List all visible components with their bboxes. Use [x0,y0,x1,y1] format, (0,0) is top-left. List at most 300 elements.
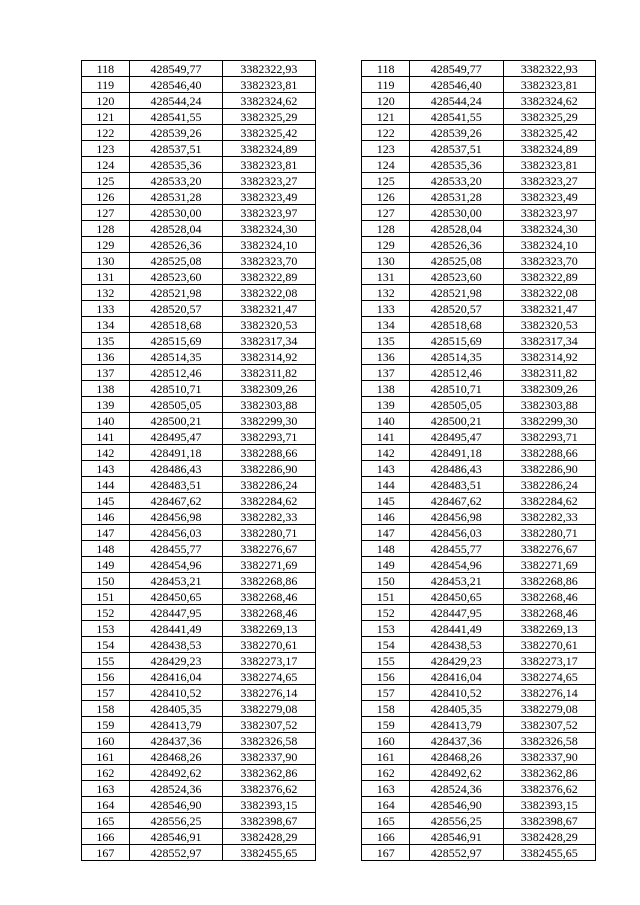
left-x-coordinate-cell: 428456,03 [129,525,222,541]
left-point-number-cell: 142 [82,445,130,461]
right-point-number-cell: 143 [362,461,410,477]
left-x-coordinate-cell: 428524,36 [129,781,222,797]
column-gap [315,381,362,397]
left-y-coordinate-cell: 3382323,27 [223,173,315,189]
right-point-number-cell: 164 [362,797,410,813]
column-gap [315,845,362,861]
right-x-coordinate-cell: 428546,90 [410,797,503,813]
right-point-number-cell: 121 [362,109,410,125]
left-x-coordinate-cell: 428533,20 [129,173,222,189]
right-point-number-cell: 124 [362,157,410,173]
right-point-number-cell: 118 [362,61,410,77]
table-row [82,77,596,93]
right-x-coordinate-cell: 428521,98 [410,285,503,301]
table-row [82,685,596,701]
right-point-number-cell: 129 [362,237,410,253]
table-row [82,61,596,77]
right-point-number-cell: 162 [362,765,410,781]
right-y-coordinate-cell: 3382323,70 [503,253,595,269]
left-x-coordinate-cell: 428546,40 [129,77,222,93]
left-x-coordinate-cell: 428531,28 [129,189,222,205]
right-point-number-cell: 145 [362,493,410,509]
left-point-number-cell: 162 [82,765,130,781]
right-x-coordinate-cell: 428552,97 [410,845,503,861]
right-x-coordinate-cell: 428515,69 [410,333,503,349]
right-y-coordinate-cell: 3382276,67 [503,541,595,557]
right-y-coordinate-cell: 3382282,33 [503,509,595,525]
left-point-number-cell: 158 [82,701,130,717]
left-x-coordinate-cell: 428546,90 [129,797,222,813]
right-point-number-cell: 127 [362,205,410,221]
left-y-coordinate-cell: 3382320,53 [223,317,315,333]
left-point-number-cell: 120 [82,93,130,109]
right-y-coordinate-cell: 3382320,53 [503,317,595,333]
column-gap [315,109,362,125]
table-row [82,221,596,237]
right-y-coordinate-cell: 3382324,10 [503,237,595,253]
left-point-number-cell: 128 [82,221,130,237]
right-x-coordinate-cell: 428544,24 [410,93,503,109]
right-point-number-cell: 120 [362,93,410,109]
left-x-coordinate-cell: 428455,77 [129,541,222,557]
left-point-number-cell: 150 [82,573,130,589]
left-point-number-cell: 144 [82,477,130,493]
right-point-number-cell: 150 [362,573,410,589]
left-x-coordinate-cell: 428549,77 [129,61,222,77]
right-x-coordinate-cell: 428537,51 [410,141,503,157]
right-point-number-cell: 152 [362,605,410,621]
left-y-coordinate-cell: 3382322,89 [223,269,315,285]
right-point-number-cell: 156 [362,669,410,685]
left-y-coordinate-cell: 3382274,65 [223,669,315,685]
left-y-coordinate-cell: 3382311,82 [223,365,315,381]
column-gap [315,493,362,509]
right-y-coordinate-cell: 3382276,14 [503,685,595,701]
left-y-coordinate-cell: 3382271,69 [223,557,315,573]
left-y-coordinate-cell: 3382325,29 [223,109,315,125]
right-y-coordinate-cell: 3382398,67 [503,813,595,829]
column-gap [315,253,362,269]
right-x-coordinate-cell: 428525,08 [410,253,503,269]
right-y-coordinate-cell: 3382293,71 [503,429,595,445]
left-point-number-cell: 145 [82,493,130,509]
right-x-coordinate-cell: 428450,65 [410,589,503,605]
left-point-number-cell: 140 [82,413,130,429]
right-y-coordinate-cell: 3382286,24 [503,477,595,493]
left-y-coordinate-cell: 3382323,81 [223,77,315,93]
left-point-number-cell: 125 [82,173,130,189]
table-row [82,333,596,349]
left-point-number-cell: 126 [82,189,130,205]
right-y-coordinate-cell: 3382393,15 [503,797,595,813]
left-y-coordinate-cell: 3382324,30 [223,221,315,237]
left-y-coordinate-cell: 3382293,71 [223,429,315,445]
left-x-coordinate-cell: 428528,04 [129,221,222,237]
right-x-coordinate-cell: 428416,04 [410,669,503,685]
column-gap [315,829,362,845]
right-x-coordinate-cell: 428486,43 [410,461,503,477]
right-point-number-cell: 167 [362,845,410,861]
column-gap [315,813,362,829]
column-gap [315,589,362,605]
right-y-coordinate-cell: 3382307,52 [503,717,595,733]
right-y-coordinate-cell: 3382323,97 [503,205,595,221]
column-gap [315,157,362,173]
column-gap [315,125,362,141]
right-y-coordinate-cell: 3382270,61 [503,637,595,653]
right-point-number-cell: 128 [362,221,410,237]
right-x-coordinate-cell: 428533,20 [410,173,503,189]
right-point-number-cell: 153 [362,621,410,637]
right-point-number-cell: 133 [362,301,410,317]
right-x-coordinate-cell: 428514,35 [410,349,503,365]
column-gap [315,541,362,557]
right-x-coordinate-cell: 428500,21 [410,413,503,429]
right-point-number-cell: 138 [362,381,410,397]
column-gap [315,221,362,237]
right-point-number-cell: 134 [362,317,410,333]
right-y-coordinate-cell: 3382269,13 [503,621,595,637]
right-y-coordinate-cell: 3382321,47 [503,301,595,317]
left-y-coordinate-cell: 3382288,66 [223,445,315,461]
table-row [82,717,596,733]
left-y-coordinate-cell: 3382323,49 [223,189,315,205]
table-row [82,173,596,189]
left-y-coordinate-cell: 3382268,46 [223,605,315,621]
left-point-number-cell: 137 [82,365,130,381]
right-x-coordinate-cell: 428456,03 [410,525,503,541]
left-point-number-cell: 146 [82,509,130,525]
right-point-number-cell: 125 [362,173,410,189]
column-gap [315,797,362,813]
column-gap [315,557,362,573]
left-point-number-cell: 160 [82,733,130,749]
left-point-number-cell: 131 [82,269,130,285]
right-y-coordinate-cell: 3382317,34 [503,333,595,349]
left-point-number-cell: 143 [82,461,130,477]
right-point-number-cell: 146 [362,509,410,525]
left-x-coordinate-cell: 428539,26 [129,125,222,141]
right-point-number-cell: 165 [362,813,410,829]
right-point-number-cell: 122 [362,125,410,141]
right-x-coordinate-cell: 428405,35 [410,701,503,717]
right-x-coordinate-cell: 428546,40 [410,77,503,93]
table-row [82,397,596,413]
right-y-coordinate-cell: 3382323,49 [503,189,595,205]
right-y-coordinate-cell: 3382286,90 [503,461,595,477]
right-x-coordinate-cell: 428410,52 [410,685,503,701]
left-x-coordinate-cell: 428520,57 [129,301,222,317]
right-y-coordinate-cell: 3382324,62 [503,93,595,109]
right-x-coordinate-cell: 428526,36 [410,237,503,253]
table-row [82,461,596,477]
left-point-number-cell: 157 [82,685,130,701]
table-row [82,365,596,381]
left-x-coordinate-cell: 428450,65 [129,589,222,605]
left-y-coordinate-cell: 3382323,70 [223,253,315,269]
left-y-coordinate-cell: 3382317,34 [223,333,315,349]
right-x-coordinate-cell: 428455,77 [410,541,503,557]
left-x-coordinate-cell: 428514,35 [129,349,222,365]
left-x-coordinate-cell: 428454,96 [129,557,222,573]
right-y-coordinate-cell: 3382314,92 [503,349,595,365]
column-gap [315,173,362,189]
right-y-coordinate-cell: 3382323,81 [503,157,595,173]
left-point-number-cell: 147 [82,525,130,541]
table-row [82,621,596,637]
left-y-coordinate-cell: 3382303,88 [223,397,315,413]
right-y-coordinate-cell: 3382271,69 [503,557,595,573]
left-point-number-cell: 121 [82,109,130,125]
left-point-number-cell: 133 [82,301,130,317]
table-row [82,509,596,525]
right-y-coordinate-cell: 3382322,89 [503,269,595,285]
column-gap [315,605,362,621]
right-x-coordinate-cell: 428447,95 [410,605,503,621]
left-point-number-cell: 138 [82,381,130,397]
table-row [82,237,596,253]
table-row [82,701,596,717]
left-point-number-cell: 136 [82,349,130,365]
right-x-coordinate-cell: 428530,00 [410,205,503,221]
column-gap [315,461,362,477]
right-x-coordinate-cell: 428468,26 [410,749,503,765]
left-x-coordinate-cell: 428416,04 [129,669,222,685]
left-x-coordinate-cell: 428521,98 [129,285,222,301]
left-y-coordinate-cell: 3382273,17 [223,653,315,669]
column-gap [315,269,362,285]
right-y-coordinate-cell: 3382299,30 [503,413,595,429]
left-y-coordinate-cell: 3382324,10 [223,237,315,253]
left-point-number-cell: 155 [82,653,130,669]
right-point-number-cell: 166 [362,829,410,845]
left-x-coordinate-cell: 428530,00 [129,205,222,221]
left-x-coordinate-cell: 428495,47 [129,429,222,445]
right-y-coordinate-cell: 3382322,93 [503,61,595,77]
right-point-number-cell: 132 [362,285,410,301]
left-point-number-cell: 148 [82,541,130,557]
right-x-coordinate-cell: 428524,36 [410,781,503,797]
column-gap [315,765,362,781]
right-point-number-cell: 119 [362,77,410,93]
left-point-number-cell: 134 [82,317,130,333]
right-point-number-cell: 135 [362,333,410,349]
table-row [82,493,596,509]
left-point-number-cell: 135 [82,333,130,349]
right-x-coordinate-cell: 428539,26 [410,125,503,141]
column-gap [315,749,362,765]
left-y-coordinate-cell: 3382362,86 [223,765,315,781]
right-point-number-cell: 131 [362,269,410,285]
right-y-coordinate-cell: 3382428,29 [503,829,595,845]
table-row [82,813,596,829]
left-y-coordinate-cell: 3382376,62 [223,781,315,797]
right-x-coordinate-cell: 428505,05 [410,397,503,413]
left-point-number-cell: 156 [82,669,130,685]
left-y-coordinate-cell: 3382276,14 [223,685,315,701]
table-row [82,381,596,397]
right-x-coordinate-cell: 428518,68 [410,317,503,333]
table-row [82,525,596,541]
left-point-number-cell: 132 [82,285,130,301]
right-y-coordinate-cell: 3382325,42 [503,125,595,141]
column-gap [315,61,362,77]
left-y-coordinate-cell: 3382286,90 [223,461,315,477]
coordinates-table-body [82,61,596,861]
right-point-number-cell: 123 [362,141,410,157]
left-x-coordinate-cell: 428468,26 [129,749,222,765]
table-row [82,845,596,861]
table-row [82,349,596,365]
right-point-number-cell: 160 [362,733,410,749]
table-row [82,125,596,141]
left-x-coordinate-cell: 428556,25 [129,813,222,829]
left-point-number-cell: 164 [82,797,130,813]
left-y-coordinate-cell: 3382309,26 [223,381,315,397]
right-x-coordinate-cell: 428441,49 [410,621,503,637]
column-gap [315,205,362,221]
right-point-number-cell: 147 [362,525,410,541]
right-point-number-cell: 154 [362,637,410,653]
left-x-coordinate-cell: 428500,21 [129,413,222,429]
left-point-number-cell: 165 [82,813,130,829]
column-gap [315,701,362,717]
left-x-coordinate-cell: 428413,79 [129,717,222,733]
left-y-coordinate-cell: 3382322,08 [223,285,315,301]
right-y-coordinate-cell: 3382326,58 [503,733,595,749]
left-x-coordinate-cell: 428537,51 [129,141,222,157]
right-y-coordinate-cell: 3382309,26 [503,381,595,397]
right-point-number-cell: 137 [362,365,410,381]
left-point-number-cell: 130 [82,253,130,269]
left-point-number-cell: 153 [82,621,130,637]
right-point-number-cell: 155 [362,653,410,669]
table-row [82,557,596,573]
left-y-coordinate-cell: 3382280,71 [223,525,315,541]
right-point-number-cell: 136 [362,349,410,365]
left-x-coordinate-cell: 428546,91 [129,829,222,845]
right-x-coordinate-cell: 428523,60 [410,269,503,285]
column-gap [315,637,362,653]
column-gap [315,141,362,157]
column-gap [315,509,362,525]
left-x-coordinate-cell: 428491,18 [129,445,222,461]
right-y-coordinate-cell: 3382322,08 [503,285,595,301]
left-point-number-cell: 163 [82,781,130,797]
left-point-number-cell: 124 [82,157,130,173]
coordinates-table [81,60,596,861]
left-y-coordinate-cell: 3382455,65 [223,845,315,861]
left-y-coordinate-cell: 3382269,13 [223,621,315,637]
column-gap [315,93,362,109]
right-y-coordinate-cell: 3382311,82 [503,365,595,381]
right-x-coordinate-cell: 428546,91 [410,829,503,845]
left-y-coordinate-cell: 3382268,46 [223,589,315,605]
table-row [82,589,596,605]
left-y-coordinate-cell: 3382393,15 [223,797,315,813]
right-x-coordinate-cell: 428541,55 [410,109,503,125]
column-gap [315,317,362,333]
left-y-coordinate-cell: 3382276,67 [223,541,315,557]
column-gap [315,669,362,685]
right-point-number-cell: 148 [362,541,410,557]
left-y-coordinate-cell: 3382398,67 [223,813,315,829]
left-x-coordinate-cell: 428453,21 [129,573,222,589]
left-x-coordinate-cell: 428456,98 [129,509,222,525]
column-gap [315,781,362,797]
column-gap [315,301,362,317]
left-y-coordinate-cell: 3382282,33 [223,509,315,525]
left-x-coordinate-cell: 428486,43 [129,461,222,477]
left-y-coordinate-cell: 3382325,42 [223,125,315,141]
right-y-coordinate-cell: 3382303,88 [503,397,595,413]
right-x-coordinate-cell: 428413,79 [410,717,503,733]
right-y-coordinate-cell: 3382273,17 [503,653,595,669]
right-y-coordinate-cell: 3382268,86 [503,573,595,589]
right-x-coordinate-cell: 428438,53 [410,637,503,653]
left-x-coordinate-cell: 428552,97 [129,845,222,861]
left-y-coordinate-cell: 3382314,92 [223,349,315,365]
right-x-coordinate-cell: 428556,25 [410,813,503,829]
table-row [82,445,596,461]
left-y-coordinate-cell: 3382323,81 [223,157,315,173]
right-x-coordinate-cell: 428531,28 [410,189,503,205]
left-point-number-cell: 139 [82,397,130,413]
left-y-coordinate-cell: 3382307,52 [223,717,315,733]
left-x-coordinate-cell: 428441,49 [129,621,222,637]
right-y-coordinate-cell: 3382280,71 [503,525,595,541]
right-x-coordinate-cell: 428528,04 [410,221,503,237]
left-x-coordinate-cell: 428544,24 [129,93,222,109]
table-row [82,797,596,813]
left-point-number-cell: 161 [82,749,130,765]
left-y-coordinate-cell: 3382326,58 [223,733,315,749]
left-y-coordinate-cell: 3382337,90 [223,749,315,765]
left-x-coordinate-cell: 428505,05 [129,397,222,413]
right-y-coordinate-cell: 3382274,65 [503,669,595,685]
left-y-coordinate-cell: 3382270,61 [223,637,315,653]
right-point-number-cell: 144 [362,477,410,493]
left-y-coordinate-cell: 3382322,93 [223,61,315,77]
right-x-coordinate-cell: 428535,36 [410,157,503,173]
table-row [82,301,596,317]
right-y-coordinate-cell: 3382455,65 [503,845,595,861]
column-gap [315,429,362,445]
table-row [82,157,596,173]
table-row [82,669,596,685]
right-x-coordinate-cell: 428495,47 [410,429,503,445]
right-point-number-cell: 163 [362,781,410,797]
right-y-coordinate-cell: 3382376,62 [503,781,595,797]
right-point-number-cell: 158 [362,701,410,717]
table-row [82,205,596,221]
right-y-coordinate-cell: 3382279,08 [503,701,595,717]
left-x-coordinate-cell: 428437,36 [129,733,222,749]
right-point-number-cell: 140 [362,413,410,429]
table-row [82,189,596,205]
left-x-coordinate-cell: 428467,62 [129,493,222,509]
right-point-number-cell: 141 [362,429,410,445]
right-x-coordinate-cell: 428483,51 [410,477,503,493]
table-row [82,93,596,109]
right-point-number-cell: 161 [362,749,410,765]
column-gap [315,189,362,205]
right-point-number-cell: 157 [362,685,410,701]
right-point-number-cell: 130 [362,253,410,269]
right-x-coordinate-cell: 428437,36 [410,733,503,749]
table-row [82,781,596,797]
right-point-number-cell: 126 [362,189,410,205]
